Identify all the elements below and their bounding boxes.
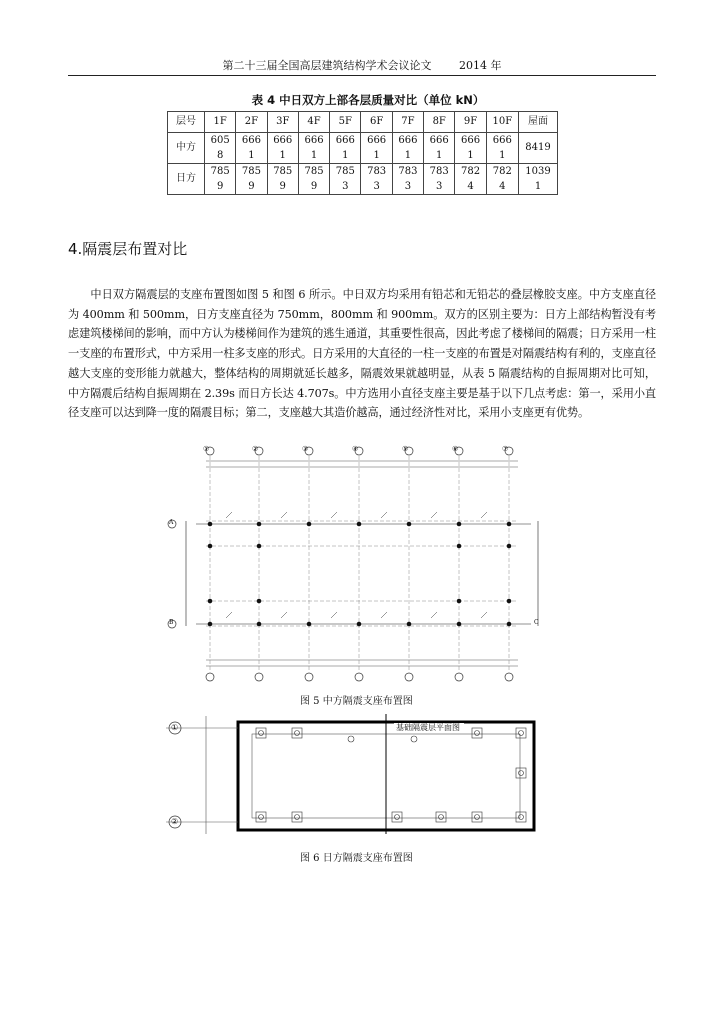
bearing-marker: [439, 815, 444, 820]
axis-bubble: [405, 673, 413, 681]
bearing-marker: [208, 544, 213, 549]
header-cell: 6F: [361, 112, 392, 133]
table-row-china: [168, 133, 558, 164]
axis-label: ②: [252, 445, 259, 453]
bearing-marker: [407, 622, 412, 627]
bearing-marker: [411, 736, 417, 742]
axis-label: A: [169, 519, 174, 526]
table-cell: 785 3: [330, 164, 361, 195]
table-cell: 1039 1: [519, 164, 558, 195]
bearing-marker: [208, 522, 213, 527]
figure6-caption: 图 6 日方隔震支座布置图: [300, 853, 413, 864]
bearing-marker: [507, 599, 512, 604]
axis-label: B: [169, 619, 174, 626]
bearing-marker: [357, 622, 362, 627]
bearing-marker: [507, 522, 512, 527]
table-cell: 785 9: [298, 164, 329, 195]
header-rule: [68, 75, 656, 76]
bearing-marker: [292, 728, 302, 738]
figure5-caption: 图 5 中方隔震支座布置图: [300, 696, 413, 707]
header-cell: 4F: [298, 112, 329, 133]
header-cell: 2F: [236, 112, 267, 133]
mass-table: [167, 111, 558, 195]
table-cell: 605 8: [205, 133, 236, 164]
table-cell: 783 3: [424, 164, 455, 195]
bearing-marker: [307, 522, 312, 527]
figure6-drawing: [166, 712, 558, 836]
header-cell: 3F: [267, 112, 298, 133]
table-cell: 666 1: [455, 133, 486, 164]
axis-bubble: [455, 673, 463, 681]
bearing-marker: [457, 599, 462, 604]
body-paragraph-block: [68, 285, 656, 423]
bearing-marker: [475, 731, 480, 736]
bearing-marker: [472, 812, 482, 822]
axis-label: C: [534, 619, 539, 626]
table-cell: 782 4: [486, 164, 518, 195]
bearing-marker: [457, 544, 462, 549]
section-heading: 4.隔震层布置对比: [68, 240, 188, 258]
axis-label: ④: [352, 445, 359, 453]
bearing-marker: [357, 522, 362, 527]
bearing-marker: [436, 812, 446, 822]
row-label: 日方: [168, 164, 205, 195]
header-cell: 8F: [424, 112, 455, 133]
bearing-marker: [519, 771, 524, 776]
year: 2014 年: [459, 59, 502, 72]
bearing-marker: [259, 731, 264, 736]
bearing-marker: [516, 812, 526, 822]
header-cell: 1F: [205, 112, 236, 133]
table-cell: 666 1: [486, 133, 518, 164]
bearing-marker: [475, 815, 480, 820]
bearing-marker: [472, 728, 482, 738]
axis-label: ⑥: [452, 445, 459, 453]
header-cell: 屋面: [519, 112, 558, 133]
table-cell: 785 9: [267, 164, 298, 195]
bearing-marker: [395, 815, 400, 820]
axis-bubble: [255, 673, 263, 681]
bearing-marker: [407, 522, 412, 527]
table-header-row: [168, 112, 558, 133]
header-cell: 层号: [168, 112, 205, 133]
table-cell: 666 1: [298, 133, 329, 164]
bearing-marker: [292, 812, 302, 822]
conference-name: 第二十三届全国高层建筑结构学术会议论文: [222, 59, 432, 72]
table-cell: 666 1: [330, 133, 361, 164]
bearing-marker: [516, 728, 526, 738]
header-cell: 10F: [486, 112, 518, 133]
table-cell: 666 1: [267, 133, 298, 164]
bearing-marker: [208, 599, 213, 604]
bearing-marker: [307, 622, 312, 627]
bearing-marker: [256, 728, 266, 738]
axis-label: ①: [203, 445, 210, 453]
table-cell: 785 9: [205, 164, 236, 195]
bearing-marker: [507, 622, 512, 627]
axis-label: ⑦: [502, 445, 509, 453]
bearing-marker: [519, 731, 524, 736]
table-cell: 782 4: [455, 164, 486, 195]
bearing-marker: [348, 736, 354, 742]
bearing-marker: [392, 812, 402, 822]
header-cell: 9F: [455, 112, 486, 133]
table-cell: 785 9: [236, 164, 267, 195]
table-title: 表 4 中日双方上部各层质量对比（单位 kN）: [251, 93, 485, 107]
table-cell: 666 1: [361, 133, 392, 164]
plan-title: 基础隔震层平面图: [396, 723, 460, 732]
bearing-marker: [516, 768, 526, 778]
figure5-drawing: [166, 446, 558, 682]
table-cell: 666 1: [236, 133, 267, 164]
bearing-marker: [257, 544, 262, 549]
bearing-marker: [295, 815, 300, 820]
bearing-marker: [208, 622, 213, 627]
axis-label: ②: [171, 817, 179, 826]
bearing-marker: [457, 622, 462, 627]
body-paragraph: 中日双方隔震层的支座布置图如图 5 和图 6 所示。中日双方均采用有铅芯和无铅芯的叠层橡胶支座。中方支座直径为 400mm 和 500mm，日方支座直径为 750mm，800mm 和 900mm。双方的区别主要为：日方上部结构暂没有考虑建筑楼梯间的影响，而中方认为楼梯间作为建筑的逃生通道，其重要性很高，因此考虑了楼梯间的隔震；日方采用一柱一支座的布置形式，中方采用一柱多支座的形式。日方采用的大直径的一柱一支座的布置是对隔震结构有利的，支座直径越大支座的变形能力就越大，整体结构的周期就延长越多，隔震效果就越明显，从表 5 隔震结构的自振周期对比可知，中方隔震后结构自振周期在 2.39s 而日方长达 4.707s。中方选用小直径支座主要是基于以下几点考虑：第一，采用小直径支座可以达到降一度的隔震目标；第二，支座越大其造价越高，通过经济性对比，采用小支座更有优势。: [68, 288, 656, 420]
axis-bubble: [355, 673, 363, 681]
table-cell: 666 1: [392, 133, 423, 164]
bearing-marker: [457, 522, 462, 527]
table-cell: 8419: [519, 133, 558, 164]
bearing-marker: [256, 812, 266, 822]
bearing-marker: [259, 815, 264, 820]
bearing-marker: [295, 731, 300, 736]
table-cell: 783 3: [392, 164, 423, 195]
table-row-japan: [168, 164, 558, 195]
page-header: [68, 58, 656, 74]
axis-label: ⑤: [402, 445, 409, 453]
bearing-marker: [257, 599, 262, 604]
bearing-marker: [257, 622, 262, 627]
axis-bubble: [505, 673, 513, 681]
axis-bubble: [206, 673, 214, 681]
bearing-marker: [507, 544, 512, 549]
header-cell: 7F: [392, 112, 423, 133]
table-cell: 783 3: [361, 164, 392, 195]
table-cell: 666 1: [424, 133, 455, 164]
axis-label: ③: [302, 445, 309, 453]
row-label: 中方: [168, 133, 205, 164]
bearing-marker: [257, 522, 262, 527]
bearing-marker: [519, 815, 524, 820]
header-cell: 5F: [330, 112, 361, 133]
axis-bubble: [305, 673, 313, 681]
axis-label: ①: [171, 723, 179, 732]
